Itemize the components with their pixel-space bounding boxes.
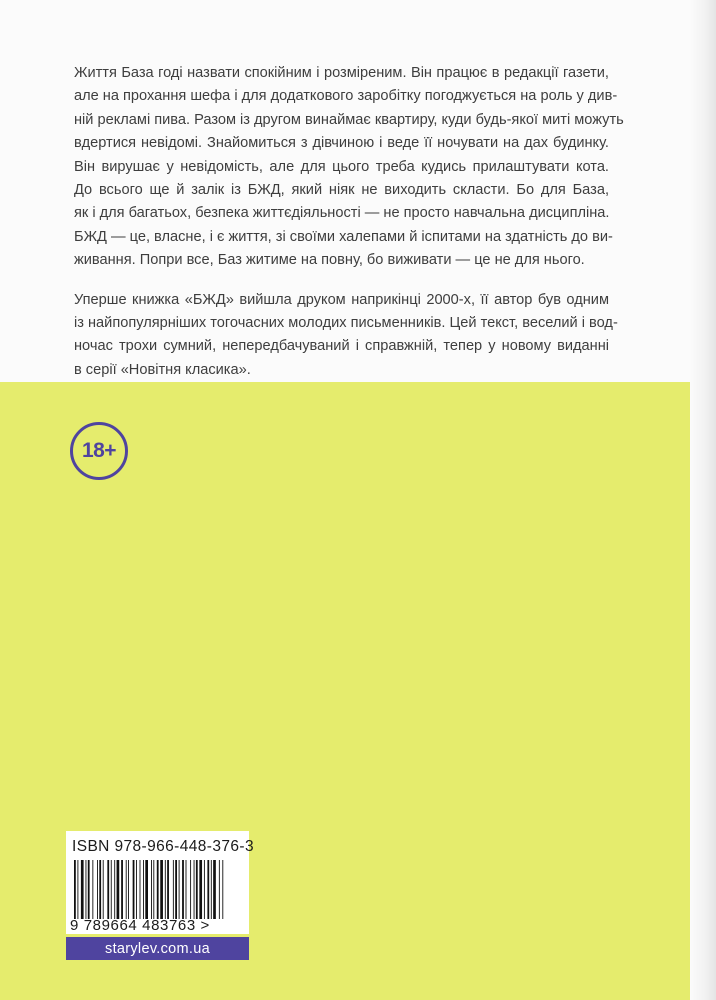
barcode-bar [143, 860, 144, 919]
barcode-bar [103, 860, 104, 919]
barcode-bar [92, 860, 93, 919]
barcode-bar [111, 860, 112, 919]
barcode-bar [77, 860, 78, 919]
barcode-bar [107, 860, 109, 919]
barcode-bar [121, 860, 123, 919]
barcode-bar [114, 860, 115, 919]
barcode-bar [133, 860, 135, 919]
age-rating-badge [70, 422, 128, 480]
barcode-bar [222, 860, 223, 919]
website-link[interactable]: starylev.com.ua [105, 940, 210, 957]
blurb-line: Життя База годі назвати спокійним і розміреним. Він працює в редакції газети, [74, 65, 609, 81]
barcode-bar [153, 860, 154, 919]
barcode-bar [140, 860, 141, 919]
barcode-digits: 9 789664 483763 > [70, 917, 210, 934]
barcode-bar [81, 860, 84, 919]
barcode-bar [165, 860, 166, 919]
barcode-bar [160, 860, 163, 919]
website-bar[interactable] [66, 937, 249, 960]
barcode-bar [88, 860, 90, 919]
barcode [72, 860, 243, 919]
blurb-paragraph-1 [74, 62, 624, 273]
blurb-line: як і для багатьох, безпека життєдіяльності — не просто навчальна дисципліна. [74, 205, 610, 222]
barcode-bar [99, 860, 101, 919]
barcode-bar [213, 860, 216, 919]
blurb-line: ній рекламі пива. Разом із другом винаймає квартиру, куди будь-якої миті можуть [74, 111, 624, 128]
barcode-bar [204, 860, 205, 919]
blurb-line: в серії «Новітня класика». [74, 361, 251, 378]
blurb [74, 62, 624, 382]
barcode-bar [175, 860, 177, 919]
blurb-line: Він вирушає у невідомість, але для цього треба кудись прилаштувати кота. [74, 158, 609, 175]
barcode-bar [199, 860, 202, 919]
isbn-barcode-box [66, 831, 254, 934]
blurb-line: Уперше книжка «БЖД» вийшла друком наприкінці 2000-х, її автор був одним [74, 291, 609, 308]
barcode-bar [173, 860, 174, 919]
barcode-bar [186, 860, 187, 919]
barcode-bar [182, 860, 184, 919]
blurb-line: БЖД — це, власне, і є життя, зі своїми халепами й іспитами на здатність до ви- [74, 228, 613, 245]
blurb-line: вдертися невідомі. Знайомиться з дівчиною і веде її ночувати на дах будинку. [74, 135, 609, 152]
barcode-bar [97, 860, 98, 919]
barcode-bar [179, 860, 180, 919]
barcode-bar [86, 860, 87, 919]
blurb-line: ночас трохи сумний, непередбачуваний і справжній, тепер у новому виданні [74, 338, 609, 355]
blurb-line: але на прохання шефа і для додаткового заробітку погоджується на роль у див- [74, 88, 618, 105]
blurb-line: живання. Попри все, Баз житиме на повну, бо виживати — це не для нього. [74, 252, 585, 269]
barcode-bar [136, 860, 137, 919]
barcode-bar [151, 860, 152, 919]
blurb-line: із найпопулярніших тогочасних молодих письменників. Цей текст, веселий і вод- [74, 315, 618, 332]
barcode-bar [196, 860, 198, 919]
barcode-bar [219, 860, 220, 919]
age-rating-text: 18+ [81, 439, 117, 462]
barcode-bar [207, 860, 209, 919]
barcode-bar [128, 860, 129, 919]
blurb-line: До всього ще й залік із БЖД, який ніяк не виходить скласти. Бо для База, [74, 182, 609, 199]
blurb-paragraph-2 [74, 289, 618, 383]
barcode-bar [157, 860, 159, 919]
barcode-bar [194, 860, 195, 919]
barcode-bar [126, 860, 127, 919]
barcode-bar [74, 860, 76, 919]
barcode-bar [167, 860, 169, 919]
barcode-bar [145, 860, 148, 919]
barcode-bar [211, 860, 212, 919]
barcode-bar [190, 860, 191, 919]
cover-edge-shadow [690, 0, 716, 1000]
barcode-bar [117, 860, 120, 919]
isbn-label: ISBN 978-966-448-376-3 [72, 838, 254, 855]
